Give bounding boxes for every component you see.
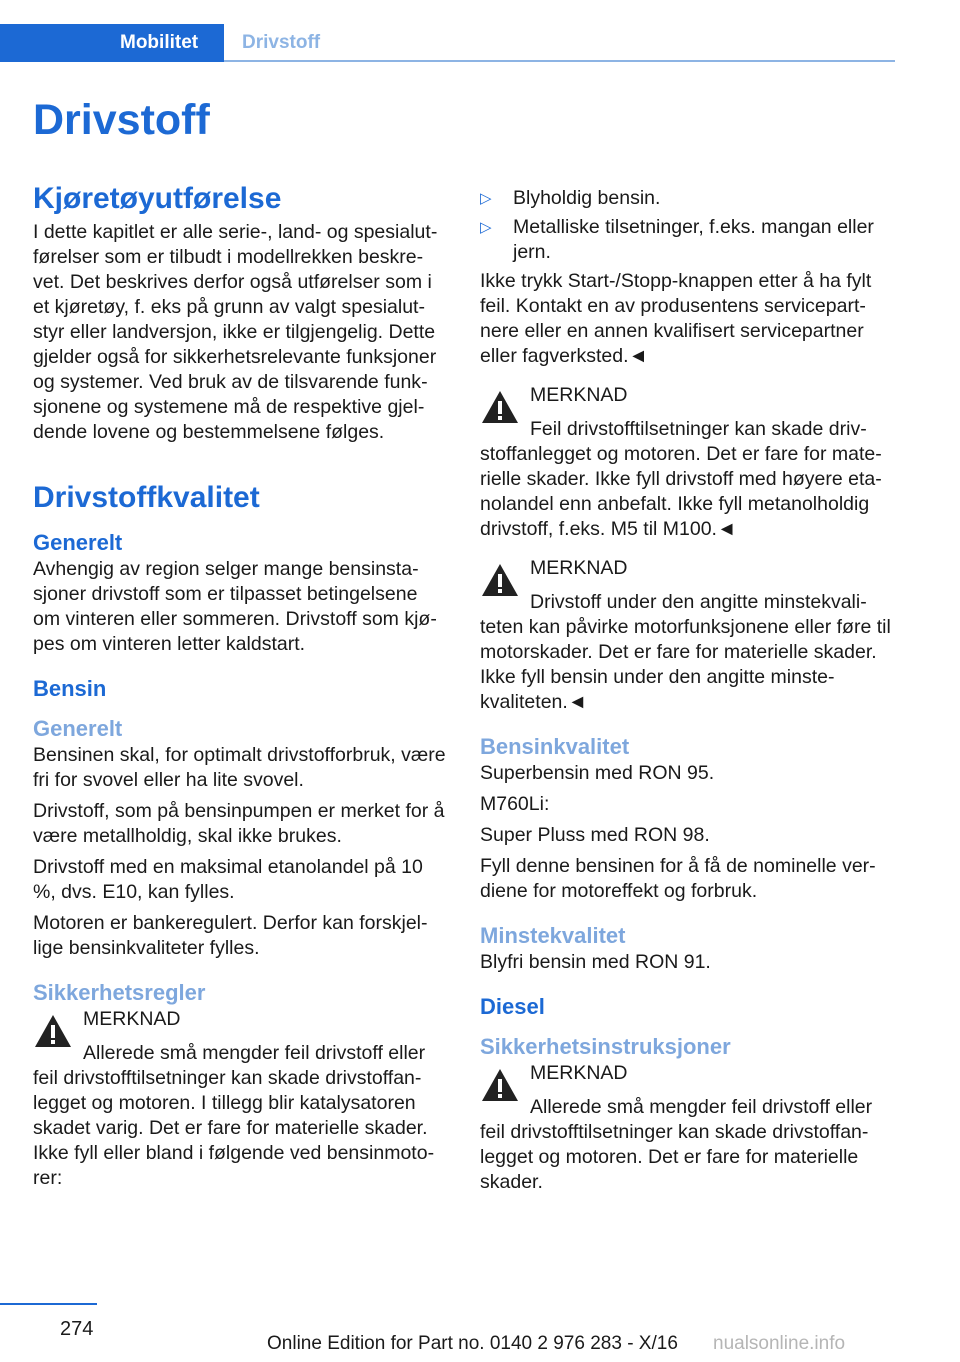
tab-mobilitet[interactable]: Mobilitet [0, 24, 224, 62]
warning-icon [33, 1013, 73, 1049]
warning-icon [480, 562, 520, 598]
subsection-title-sikkerhetsregler: Sikkerhetsregler [33, 980, 206, 1005]
paragraph: M760Li: [480, 793, 550, 815]
section-title-drivstoffkvalitet: Drivstoffkvalitet [33, 481, 260, 514]
warning-text: Feil drivstofftilsetninger kan skade drivstoffanlegget og motoren. Det er fare for materielle skader. Ikke fyll drivstoff med høyere etanolandel enn anbefalt. Ikke fyll metanolholdig drivstoff, f.eks. M5 til M100.◄ [480, 418, 882, 540]
paragraph: Drivstoff med en maksimal etanolandel på 10 %, dvs. E10, kan fylles. [33, 856, 423, 903]
warning-block [33, 1007, 447, 1191]
paragraph: Motoren er bankeregulert. Derfor kan forskjellige bensinkvaliteter fylles. [33, 912, 428, 959]
subsection-title-bensinkvalitet: Bensinkvalitet [480, 734, 630, 759]
watermark: nualsonline.info [713, 1333, 846, 1354]
paragraph: Avhengig av region selger mange bensinstasjoner drivstoff som er tilpasset betingelsene om vinteren eller sommeren. Drivstoff som kjøpes om vinteren letter kaldstart. [33, 558, 437, 655]
header-bar [0, 24, 895, 62]
warning-label: MERKNAD [530, 1062, 628, 1084]
list-item [480, 186, 895, 211]
subsection-title-generelt: Generelt [33, 530, 123, 555]
bullet-triangle-icon: ▷ [480, 219, 492, 236]
section-title-kjoretoyutforelse: Kjøretøyutførelse [33, 182, 282, 215]
footer-rule [0, 1303, 97, 1305]
edition-text: Online Edition for Part no. 0140 2 976 283 - X/16 [267, 1333, 678, 1354]
paragraph: Superbensin med RON 95. [480, 762, 715, 784]
subsection-title-minstekvalitet: Minstekvalitet [480, 923, 626, 948]
warning-icon [480, 389, 520, 425]
subsection-title-sikkerhetsinstruksjoner: Sikkerhetsinstruksjoner [480, 1034, 731, 1059]
warning-icon [480, 1067, 520, 1103]
bullet-triangle-icon: ▷ [480, 190, 492, 207]
header-rule [224, 60, 895, 62]
warning-text: Drivstoff under den angitte minstekvaliteten kan påvirke motorfunksjonene eller føre til motorskader. Det er fare for materielle skader. Ikke fyll bensin under den angitte minstekvaliteten.◄ [480, 591, 891, 713]
list-item-text: Blyholdig bensin. [513, 187, 661, 209]
page-number: 274 [60, 1318, 94, 1340]
paragraph: Fyll denne bensinen for å få de nominelle verdiene for motoreffekt og forbruk. [480, 855, 876, 902]
warning-block [480, 556, 895, 715]
page-title: Drivstoff [33, 96, 210, 144]
subsection-title-diesel: Diesel [480, 994, 545, 1019]
list-item [480, 215, 895, 265]
subsection-title-bensin: Bensin [33, 676, 107, 701]
paragraph: Ikke trykk Start-/Stopp-knappen etter å ha fylt feil. Kontakt en av produsentens servicepartnere eller en annen kvalifisert servicepartner eller fagverksted.◄ [480, 270, 872, 367]
paragraph: I dette kapitlet er alle serie-, land- og spesialutførelser som er tilbudt i modellrekken beskrevet. Det beskrives derfor også utførelser som i et kjøretøy, f. eks på grunn av valgt spesialutstyr eller landversjon, ikke er tilgjengelig. Dette gjelder også for sikkerhetsrelevante funksjoner og systemer. Ved bruk av de tilsvarende funksjonene og systemene må de respektive gjeldende lovene og bestemmelsene følges. [33, 221, 438, 443]
warning-label: MERKNAD [83, 1008, 181, 1030]
warning-label: MERKNAD [530, 557, 628, 579]
left-column [33, 180, 447, 1197]
warning-text: Allerede små mengder feil drivstoff eller feil drivstofftilsetninger kan skade drivstoffanlegget og motoren. Det er fare for materielle skader. [480, 1096, 873, 1193]
paragraph: Drivstoff, som på bensinpumpen er merket for å være metallholdig, skal ikke brukes. [33, 800, 445, 847]
warning-text: Allerede små mengder feil drivstoff eller feil drivstofftilsetninger kan skade drivstoffanlegget og motoren. I tillegg blir katalysatoren skadet varig. Det er fare for materielle skader. Ikke fyll eller bland i følgende ved bensinmotorer: [33, 1042, 435, 1189]
subsection-title-bensin-generelt: Generelt [33, 716, 123, 741]
warning-label: MERKNAD [530, 384, 628, 406]
tab-drivstoff[interactable]: Drivstoff [242, 32, 321, 53]
paragraph: Bensinen skal, for optimalt drivstofforbruk, være fri for svovel eller ha lite svovel. [33, 744, 446, 791]
warning-block [480, 383, 895, 542]
list-item-text: Metalliske tilsetninger, f.eks. mangan eller jern. [513, 216, 874, 263]
paragraph: Blyfri bensin med RON 91. [480, 951, 711, 973]
warning-block [480, 1061, 895, 1195]
paragraph: Super Pluss med RON 98. [480, 824, 710, 846]
right-column [480, 186, 895, 1201]
